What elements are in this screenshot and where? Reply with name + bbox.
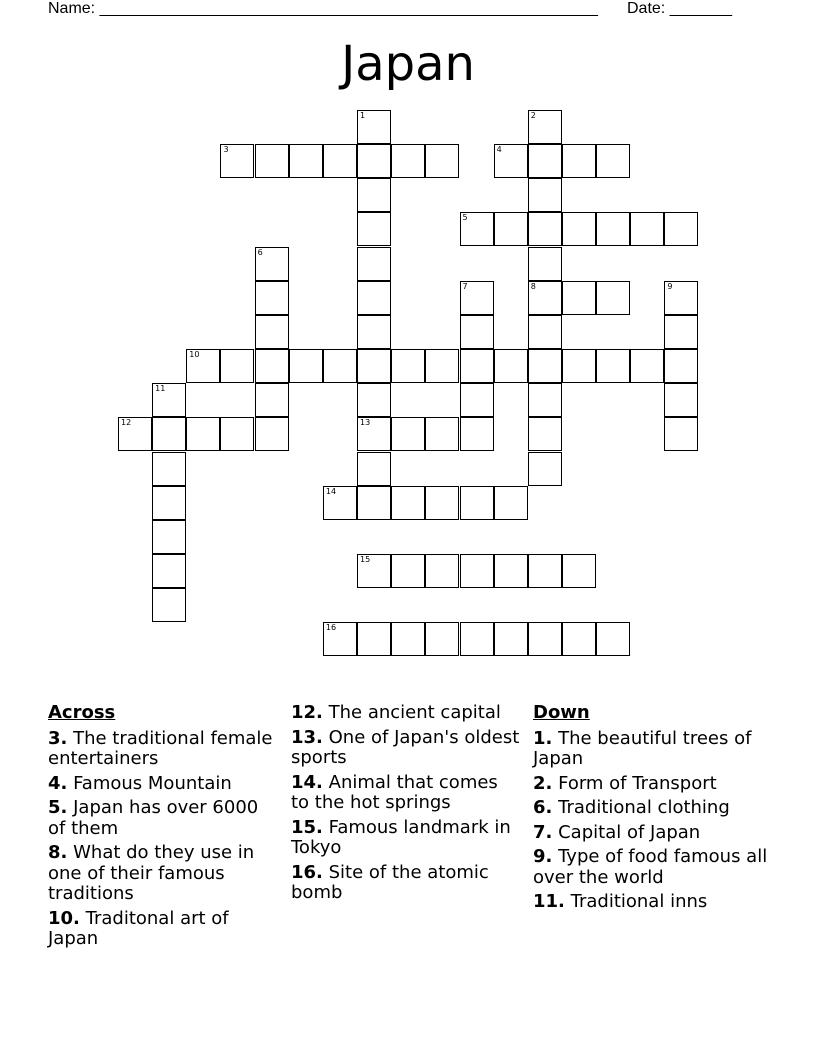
grid-cell[interactable] [562, 144, 596, 178]
clue-number-label: 15 [360, 554, 371, 564]
grid-cell[interactable] [391, 144, 425, 178]
clue-number-label: 6 [257, 247, 263, 257]
clue-number-label: 11 [155, 384, 166, 394]
grid-cell[interactable] [562, 349, 596, 383]
grid-cell[interactable] [664, 315, 698, 349]
grid-cell[interactable] [255, 144, 289, 178]
grid-cell[interactable] [460, 212, 494, 246]
grid-cell[interactable] [494, 622, 528, 656]
grid-cell[interactable] [152, 417, 186, 451]
clue-number: 11. [533, 891, 565, 912]
grid-cell[interactable] [528, 110, 562, 144]
grid-cell[interactable] [425, 144, 459, 178]
clue-text: Famous Mountain [73, 772, 232, 794]
clue-text: Traditional clothing [558, 797, 730, 818]
grid-cell[interactable] [152, 486, 186, 520]
grid-cell[interactable] [460, 281, 494, 315]
clue-across-5 [48, 798, 280, 839]
clue-number: 9. [533, 846, 553, 867]
grid-cell[interactable] [357, 178, 391, 212]
grid-cell[interactable] [664, 417, 698, 451]
grid-cell[interactable] [528, 144, 562, 178]
grid-cell[interactable] [528, 247, 562, 281]
grid-cell[interactable] [323, 144, 357, 178]
grid-cell[interactable] [528, 417, 562, 451]
grid-cell[interactable] [255, 417, 289, 451]
clue-across-16 [291, 863, 521, 904]
clue-down-9 [533, 847, 768, 888]
clue-column-1 [48, 703, 280, 954]
grid-cell[interactable] [562, 281, 596, 315]
grid-cell[interactable] [255, 247, 289, 281]
grid-cell[interactable] [357, 144, 391, 178]
page-title: Japan [341, 36, 475, 92]
clue-number-label: 4 [496, 145, 502, 155]
grid-cell[interactable] [494, 144, 528, 178]
clue-number-label: 7 [462, 281, 468, 291]
grid-cell[interactable] [664, 212, 698, 246]
clue-number: 15. [291, 816, 323, 838]
grid-cell[interactable] [289, 349, 323, 383]
grid-cell[interactable] [460, 349, 494, 383]
grid-cell[interactable] [220, 144, 254, 178]
grid-cell[interactable] [528, 452, 562, 486]
clue-number: 7. [533, 821, 553, 843]
across-heading: Across [48, 702, 116, 723]
clue-down-11 [533, 892, 768, 913]
clue-number-label: 16 [325, 623, 337, 633]
clue-across-4 [48, 774, 280, 795]
clue-down-1 [533, 729, 768, 770]
grid-cell[interactable] [391, 486, 425, 520]
grid-cell[interactable] [425, 554, 459, 588]
grid-cell[interactable] [255, 281, 289, 315]
clue-text: Form of Transport [558, 772, 717, 794]
clue-text: Traditional inns [570, 891, 708, 912]
grid-cell[interactable] [528, 349, 562, 383]
grid-cell[interactable] [255, 383, 289, 417]
grid-cell[interactable] [357, 417, 391, 451]
grid-cell[interactable] [425, 486, 459, 520]
grid-cell[interactable] [425, 349, 459, 383]
clue-across-3 [48, 729, 280, 770]
clue-number-label: 13 [360, 418, 371, 428]
clue-number: 3. [48, 727, 68, 749]
clue-text: Famous landmark in Tokyo [291, 816, 511, 858]
clue-text: Type of food famous all over the world [533, 846, 768, 888]
grid-cell[interactable] [562, 212, 596, 246]
clue-text: One of Japan's oldest sports [291, 726, 520, 768]
clue-across-10 [48, 909, 280, 950]
grid-cell[interactable] [596, 281, 630, 315]
grid-cell[interactable] [460, 417, 494, 451]
grid-cell[interactable] [460, 315, 494, 349]
grid-cell[interactable] [630, 349, 664, 383]
grid-cell[interactable] [152, 452, 186, 486]
clue-down-6 [533, 798, 768, 819]
grid-cell[interactable] [220, 417, 254, 451]
grid-cell[interactable] [664, 383, 698, 417]
grid-cell[interactable] [528, 315, 562, 349]
grid-cell[interactable] [596, 144, 630, 178]
grid-cell[interactable] [186, 349, 220, 383]
grid-cell[interactable] [357, 315, 391, 349]
clue-number: 4. [48, 772, 68, 794]
grid-cell[interactable] [357, 452, 391, 486]
grid-cell[interactable] [357, 383, 391, 417]
grid-cell[interactable] [425, 622, 459, 656]
clue-number: 2. [533, 772, 553, 794]
grid-cell[interactable] [357, 247, 391, 281]
date-field[interactable]: Date: _______ [627, 0, 732, 17]
clue-across-12 [291, 703, 521, 724]
grid-cell[interactable] [357, 212, 391, 246]
grid-cell[interactable] [494, 554, 528, 588]
grid-cell[interactable] [460, 554, 494, 588]
clue-text: The ancient capital [328, 702, 501, 723]
grid-cell[interactable] [323, 486, 357, 520]
clue-number: 1. [533, 727, 553, 749]
grid-cell[interactable] [289, 144, 323, 178]
clue-number-label: 2 [530, 111, 536, 120]
grid-cell[interactable] [152, 588, 186, 622]
down-clue-list [533, 729, 768, 913]
grid-cell[interactable] [596, 622, 630, 656]
grid-cell[interactable] [152, 554, 186, 588]
clue-number-label: 10 [189, 350, 200, 360]
grid-cell[interactable] [425, 417, 459, 451]
grid-cell[interactable] [630, 212, 664, 246]
clue-number: 10. [48, 907, 80, 929]
clue-number-label: 12 [121, 418, 132, 428]
grid-cell[interactable] [357, 110, 391, 144]
clue-column-2 [291, 703, 521, 908]
grid-cell[interactable] [391, 349, 425, 383]
grid-cell[interactable] [323, 622, 357, 656]
grid-cell[interactable] [596, 349, 630, 383]
grid-cell[interactable] [118, 417, 152, 451]
grid-cell[interactable] [357, 486, 391, 520]
grid-cell[interactable] [562, 554, 596, 588]
clue-text: Traditonal art of Japan [48, 907, 229, 949]
grid-cell[interactable] [460, 383, 494, 417]
clue-text: The beautiful trees of Japan [533, 727, 752, 769]
clue-text: Japan has over 6000 of them [48, 797, 259, 839]
grid-cell[interactable] [357, 281, 391, 315]
grid-cell[interactable] [664, 281, 698, 315]
clue-number: 5. [48, 797, 68, 818]
clue-down-2 [533, 774, 768, 795]
clue-across-14 [291, 773, 521, 814]
clue-number-label: 9 [667, 281, 673, 291]
name-field[interactable]: Name: ________________________________________________________ [48, 0, 598, 17]
grid-cell[interactable] [562, 622, 596, 656]
clue-text: Animal that comes to the hot springs [291, 771, 498, 813]
clue-number-label: 14 [325, 486, 337, 496]
grid-cell[interactable] [528, 281, 562, 315]
grid-cell[interactable] [357, 622, 391, 656]
grid-cell[interactable] [391, 622, 425, 656]
clue-across-8 [48, 843, 280, 905]
grid-cell[interactable] [152, 520, 186, 554]
clue-number: 8. [48, 842, 68, 863]
clue-number: 6. [533, 797, 553, 818]
clue-number: 12. [291, 702, 323, 723]
clue-across-15 [291, 818, 521, 859]
grid-cell[interactable] [460, 486, 494, 520]
grid-cell[interactable] [528, 554, 562, 588]
clue-text: Capital of Japan [558, 821, 701, 843]
clue-number: 16. [291, 861, 323, 883]
grid-cell[interactable] [323, 349, 357, 383]
grid-cell[interactable] [494, 486, 528, 520]
grid-cell[interactable] [357, 349, 391, 383]
clue-text: Site of the atomic bomb [291, 861, 489, 903]
grid-cell[interactable] [460, 622, 494, 656]
grid-cell[interactable] [186, 417, 220, 451]
grid-cell[interactable] [528, 622, 562, 656]
clue-number: 13. [291, 726, 323, 748]
clue-number-label: 5 [462, 213, 468, 223]
grid-cell[interactable] [494, 212, 528, 246]
clue-number-label: 1 [360, 111, 366, 120]
clue-column-3 [533, 703, 768, 917]
clue-text: What do they use in one of their famous traditions [48, 842, 255, 904]
grid-cell[interactable] [255, 349, 289, 383]
grid-cell[interactable] [255, 315, 289, 349]
grid-cell[interactable] [596, 212, 630, 246]
clue-down-7 [533, 823, 768, 844]
clue-number-label: 3 [223, 145, 229, 155]
grid-cell[interactable] [528, 178, 562, 212]
grid-cell[interactable] [391, 554, 425, 588]
grid-cell[interactable] [494, 349, 528, 383]
across-clue-list [48, 729, 280, 950]
grid-cell[interactable] [528, 383, 562, 417]
grid-cell[interactable] [664, 349, 698, 383]
grid-cell[interactable] [220, 349, 254, 383]
grid-cell[interactable] [357, 554, 391, 588]
clue-number: 14. [291, 771, 323, 793]
grid-cell[interactable] [391, 417, 425, 451]
clue-text: The traditional female entertainers [48, 727, 273, 769]
clue-number-label: 8 [530, 281, 536, 291]
grid-cell[interactable] [152, 383, 186, 417]
clue-across-13 [291, 728, 521, 769]
down-heading: Down [533, 702, 590, 723]
grid-cell[interactable] [528, 212, 562, 246]
